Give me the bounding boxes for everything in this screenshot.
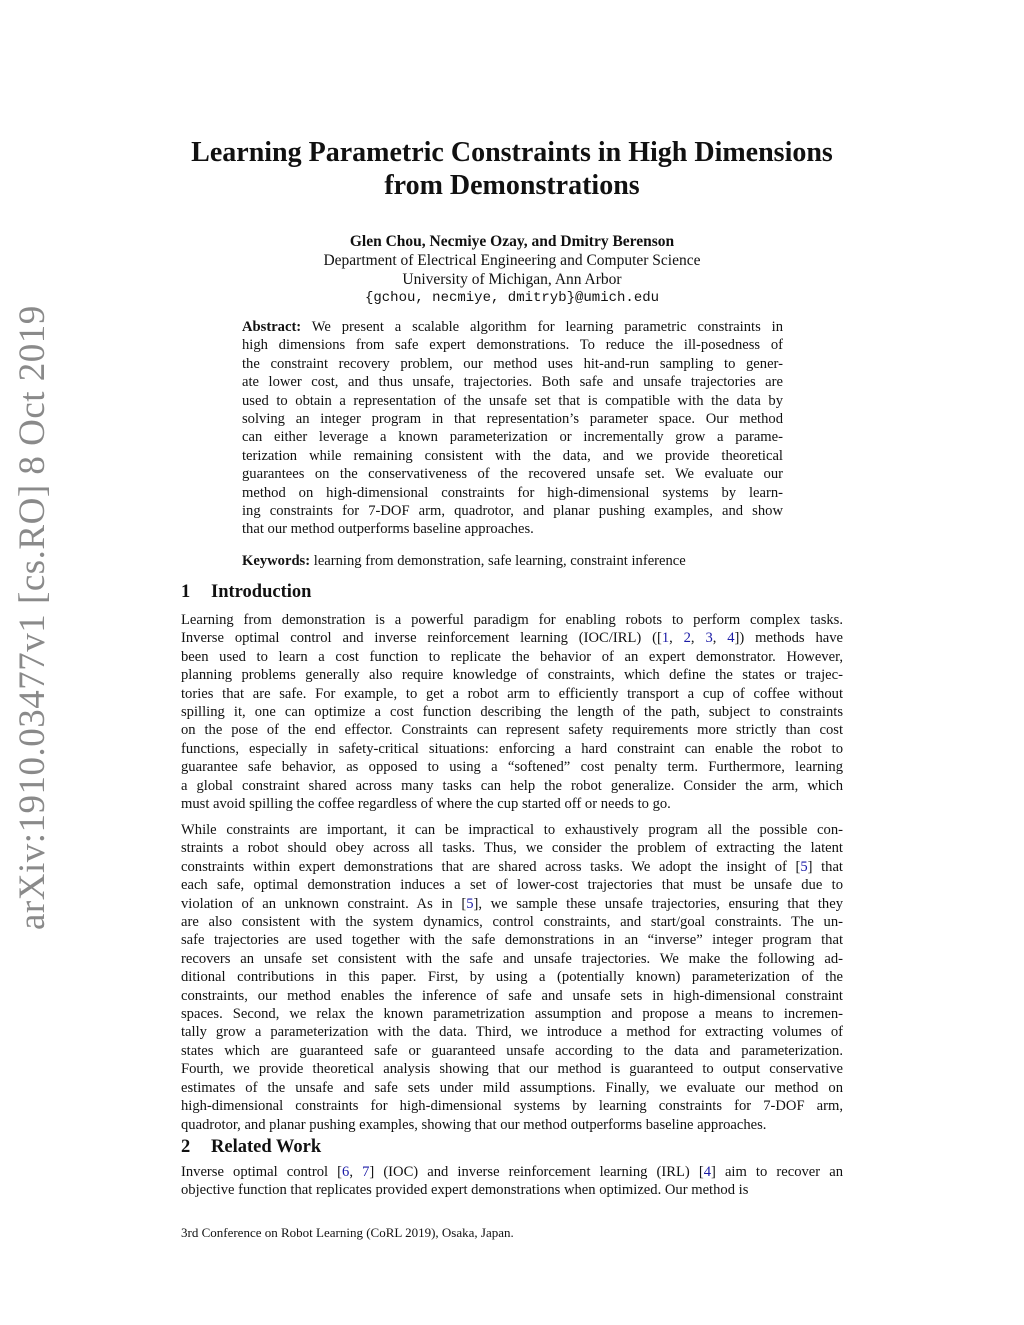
- keywords: [242, 552, 783, 570]
- author-names: Glen Chou, Necmiye Ozay, and Dmitry Berenson: [349, 233, 675, 250]
- title-line-1: Learning Parametric Constraints in High Dimensions: [191, 137, 833, 168]
- text-line: Learning from demonstration is a powerful paradigm for enabling robots to perform complex tasks.: [181, 612, 843, 628]
- text-line: Fourth, we provide theoretical analysis showing that our method is guaranteed to output conservative: [181, 1061, 843, 1078]
- keywords-text: learning from demonstration, safe learning, constraint inference: [313, 553, 686, 569]
- text-line: are also consistent with the system dynamics, control constraints, and start/goal constraints. The un-: [181, 914, 843, 931]
- citation-link[interactable]: 1: [661, 630, 670, 647]
- abstract-line: method on high-dimensional constraints for high-dimensional systems by learn-: [242, 484, 783, 501]
- citation-link[interactable]: 4: [703, 1164, 711, 1180]
- section-heading-related-work: [181, 1136, 321, 1158]
- text-line: spilling it, one can optimize a cost function describing the length of the path, subject to constraints: [181, 704, 843, 721]
- section-number: 1: [181, 582, 191, 602]
- text-line: estimates of the unsafe and safe sets under mild assumptions. Finally, we evaluate our method on: [181, 1079, 843, 1096]
- text-line: tally grow a parameterization with the data. Third, we introduce a method for extracting volumes of: [181, 1024, 843, 1041]
- keywords-label: Keywords:: [242, 553, 311, 569]
- text-line: safe trajectories are used together with the safe demonstrations in an “inverse” integer program that: [181, 932, 843, 949]
- intro-paragraph-1: [181, 611, 843, 813]
- text-line: functions, especially in safety-critical situations: enforcing a hard constraint can enable the robot to: [181, 740, 843, 757]
- text-line: must avoid spilling the coffee regardless of where the cup started off or needs to go.: [181, 796, 671, 813]
- section-title: Related Work: [211, 1137, 322, 1157]
- text-line: been used to learn a cost function to replicate the behavior of an expert demonstrator. However,: [181, 648, 843, 665]
- text-line: straints a robot should obey across all tasks. Thus, we consider the problem of extracting the latent: [181, 840, 843, 857]
- abstract-line: used to obtain a representation of the unsafe set that is compatible with the data by: [242, 392, 783, 409]
- text-line: a global constraint shared across many tasks can help the robot generalize. Consider the arm, which: [181, 777, 843, 794]
- abstract-line: that our method outperforms baseline approaches.: [242, 521, 534, 538]
- abstract-line: solving an integer program in that representation’s parameter space. Our method: [242, 411, 783, 428]
- text-line: ditional contributions in this paper. First, by using a (potentially known) parameterization of the: [181, 969, 843, 986]
- text-line: on the pose of the end effector. Constraints can represent safety requirements more strictly than cost: [181, 722, 843, 739]
- author-email: {gchou, necmiye, dmitryb}@umich.edu: [364, 290, 660, 306]
- abstract-line: high dimensions from safe expert demonstrations. To reduce the ill-posedness of: [242, 337, 783, 354]
- text-line: violation of an unknown constraint. As in [5], we sample these unsafe trajectories, ensuring that they: [181, 895, 843, 912]
- text-line: spaces. Second, we relax the known parametrization assumption and propose a means to incremen-: [181, 1006, 843, 1023]
- text-line: tories that are safe. For example, to get a robot arm to efficiently transport a cup of coffee without: [181, 685, 843, 702]
- author-department: Department of Electrical Engineering and Computer Science: [323, 252, 701, 269]
- related-paragraph-1: [181, 1163, 843, 1200]
- text-line: states which are guaranteed safe or guaranteed unsafe according to the data and parameterization.: [181, 1042, 843, 1059]
- text-line: each safe, optimal demonstration induces a set of lower-cost trajectories that must be unsafe due to: [181, 877, 843, 894]
- conference-footer: 3rd Conference on Robot Learning (CoRL 2019), Osaka, Japan.: [181, 1225, 514, 1240]
- citation-link[interactable]: 6: [342, 1164, 350, 1180]
- title-line-2: from Demonstrations: [384, 170, 640, 201]
- abstract: [242, 318, 783, 539]
- text-line: constraints, our method enables the inference of safe and unsafe sets in high-dimensional constraint: [181, 987, 843, 1004]
- citation-link[interactable]: 5: [466, 895, 474, 912]
- text-line: objective function that replicates provided expert demonstrations when optimized. Our method is: [181, 1182, 749, 1199]
- text-line: high-dimensional constraints for high-dimensional systems by learning constraints for 7-DOF arm,: [181, 1098, 843, 1115]
- abstract-label: Abstract:: [242, 319, 302, 335]
- abstract-line: guarantees on the conservativeness of the recovered unsafe set. We evaluate our: [242, 466, 783, 483]
- abstract-line: ate lower cost, and thus unsafe, trajectories. Both safe and unsafe trajectories are: [242, 374, 783, 391]
- section-number: 2: [181, 1137, 191, 1157]
- text-line: constraints within expert demonstrations that are shared across tasks. We adopt the insight of [5] that: [181, 858, 843, 875]
- abstract-line: Abstract: We present a scalable algorithm for learning parametric constraints in: [242, 319, 783, 335]
- section-heading-introduction: [181, 581, 311, 603]
- text-line: planning problems generally also require knowledge of constraints, which define the states or trajec-: [181, 667, 843, 684]
- text-line: Inverse optimal control [6, 7] (IOC) and inverse reinforcement learning (IRL) [4] aim to recover an: [181, 1164, 843, 1180]
- section-title: Introduction: [211, 582, 312, 602]
- abstract-line: the constraint recovery problem, our method uses hit-and-run sampling to gener-: [242, 355, 783, 372]
- text-line: While constraints are important, it can be impractical to exhaustively program all the possible con-: [181, 822, 843, 838]
- abstract-line: terization while remaining consistent with the data, and we provide theoretical: [242, 447, 783, 464]
- citation-link[interactable]: 7: [362, 1164, 370, 1180]
- citation-link[interactable]: 5: [800, 858, 808, 875]
- citation-link[interactable]: 3: [705, 630, 713, 647]
- text-line: recovers an unsafe set consistent with the safe and unsafe trajectories. We make the following ad-: [181, 950, 843, 967]
- paper-title: [150, 136, 874, 202]
- citation-link[interactable]: 2: [683, 630, 691, 647]
- abstract-line: ing constraints for 7-DOF arm, quadrotor, and planar pushing examples, and show: [242, 503, 783, 520]
- text-line: quadrotor, and planar pushing examples, showing that our method outperforms baseline approaches.: [181, 1116, 767, 1133]
- author-block: [230, 232, 794, 308]
- citation-link[interactable]: 4: [727, 630, 735, 647]
- text-line: guarantee safe behavior, as opposed to using a “softened” cost penalty term. Furthermore, learning: [181, 759, 843, 776]
- text-line: Inverse optimal control and inverse reinforcement learning (IOC/IRL) ([1, 2, 3, 4]) methods have: [181, 630, 844, 647]
- abstract-line: can either leverage a known parameterization or incrementally grow a parame-: [242, 429, 783, 446]
- arxiv-identifier-stamp: arXiv:1910.03477v1 [cs.RO] 8 Oct 2019: [12, 305, 53, 930]
- author-university: University of Michigan, Ann Arbor: [402, 271, 622, 288]
- intro-paragraph-2: [181, 821, 843, 1134]
